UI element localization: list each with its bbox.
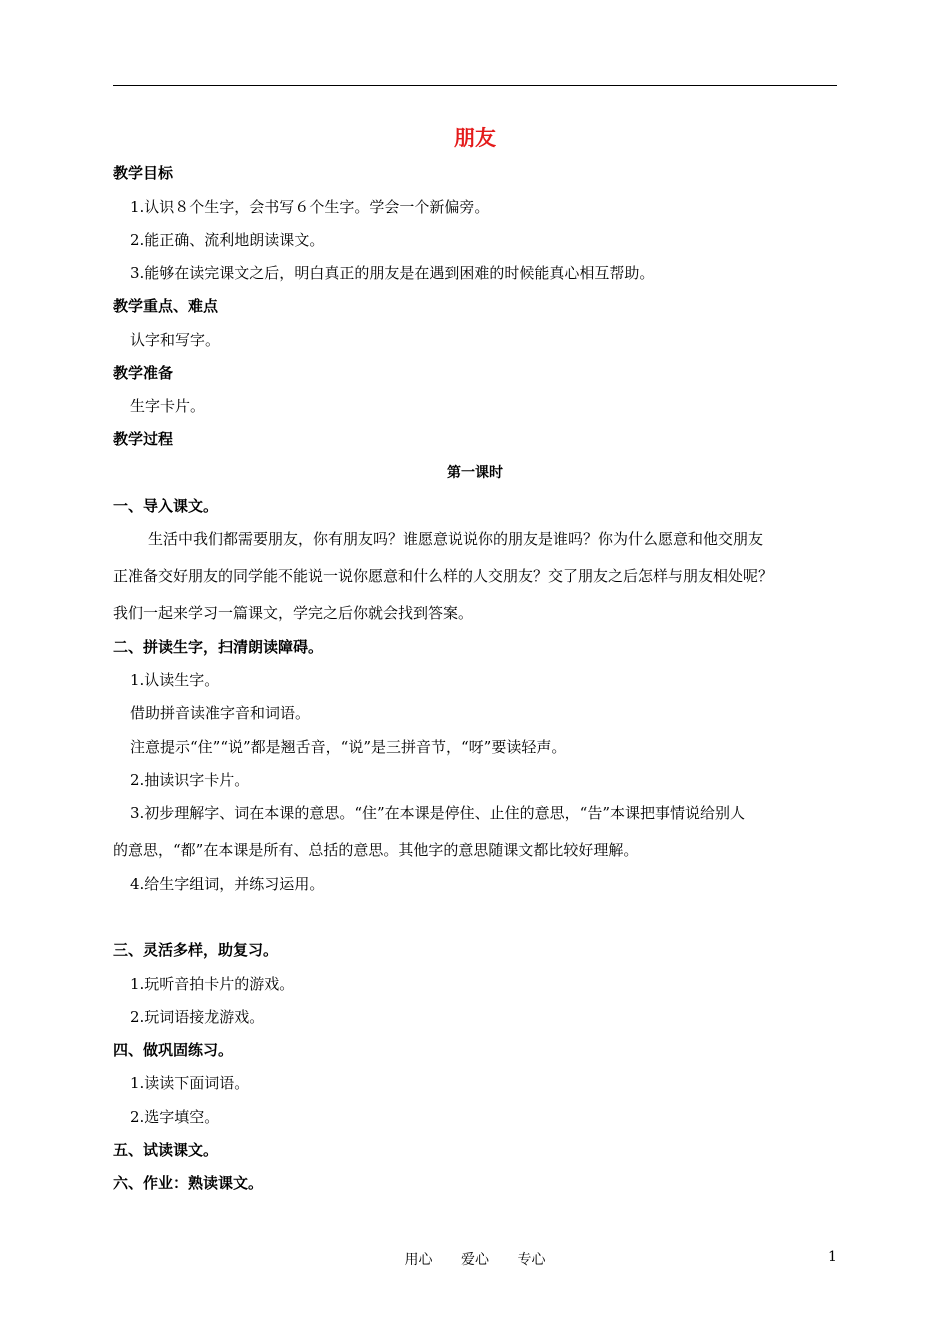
goal-item: 3.能够在读完课文之后，明白真正的朋友是在遇到困难的时候能真心相互帮助。 bbox=[130, 264, 655, 282]
step-heading: 三、灵活多样，助复习。 bbox=[113, 941, 279, 959]
step-item: 1.读读下面词语。 bbox=[130, 1074, 250, 1092]
document-title: 朋友 bbox=[454, 126, 496, 150]
header-rule bbox=[113, 85, 837, 86]
paragraph-line: 生活中我们都需要朋友，你有朋友吗？谁愿意说说你的朋友是谁吗？你为什么愿意和他交朋友 bbox=[148, 530, 764, 548]
page-number: 1 bbox=[828, 1249, 837, 1265]
step-item: 4.给生字组词，并练习运用。 bbox=[130, 875, 325, 893]
heading-process: 教学过程 bbox=[113, 430, 174, 448]
paragraph-line: 正准备交好朋友的同学能不能说一说你愿意和什么样的人交朋友？交了朋友之后怎样与朋友相处呢？ bbox=[113, 567, 774, 585]
step-heading: 五、试读课文。 bbox=[113, 1141, 219, 1159]
step-heading: 四、做巩固练习。 bbox=[113, 1041, 234, 1059]
heading-goals: 教学目标 bbox=[113, 164, 174, 182]
goal-item: 1.认识８个生字，会书写６个生字。学会一个新偏旁。 bbox=[130, 198, 490, 216]
step-item: 借助拼音读准字音和词语。 bbox=[130, 704, 311, 722]
footer-word: 爱心 bbox=[461, 1252, 489, 1268]
heading-focus: 教学重点、难点 bbox=[113, 297, 219, 315]
step-item: 2.选字填空。 bbox=[130, 1108, 220, 1126]
prep-text: 生字卡片。 bbox=[130, 397, 206, 415]
focus-text: 认字和写字。 bbox=[130, 331, 221, 349]
step-item: 2.玩词语接龙游戏。 bbox=[130, 1008, 265, 1026]
paragraph-line: 我们一起来学习一篇课文，学完之后你就会找到答案。 bbox=[113, 604, 474, 622]
footer-word: 用心 bbox=[404, 1252, 433, 1268]
step-item: 注意提示“住”“说”都是翘舌音，“说”是三拼音节，“呀”要读轻声。 bbox=[130, 738, 567, 756]
step-heading: 一、导入课文。 bbox=[113, 497, 219, 515]
footer-word: 专心 bbox=[517, 1252, 546, 1268]
step-item: 1.玩听音拍卡片的游戏。 bbox=[130, 975, 295, 993]
step-heading: 二、拼读生字，扫清朗读障碍。 bbox=[113, 638, 324, 656]
step-item: 1.认读生字。 bbox=[130, 671, 220, 689]
step-item-wrap: 的意思，“都”在本课是所有、总括的意思。其他字的意思随课文都比较好理解。 bbox=[113, 841, 639, 859]
page-footer bbox=[0, 1249, 950, 1269]
step-item: 2.抽读识字卡片。 bbox=[130, 771, 250, 789]
step-item: 3.初步理解字、词在本课的意思。“住”在本课是停住、止住的意思，“告”本课把事情说给别人 bbox=[130, 804, 745, 822]
step-heading: 六、作业：熟读课文。 bbox=[113, 1174, 264, 1192]
goal-item: 2.能正确、流利地朗读课文。 bbox=[130, 231, 325, 249]
heading-prep: 教学准备 bbox=[113, 364, 174, 382]
lesson-heading: 第一课时 bbox=[447, 465, 503, 481]
